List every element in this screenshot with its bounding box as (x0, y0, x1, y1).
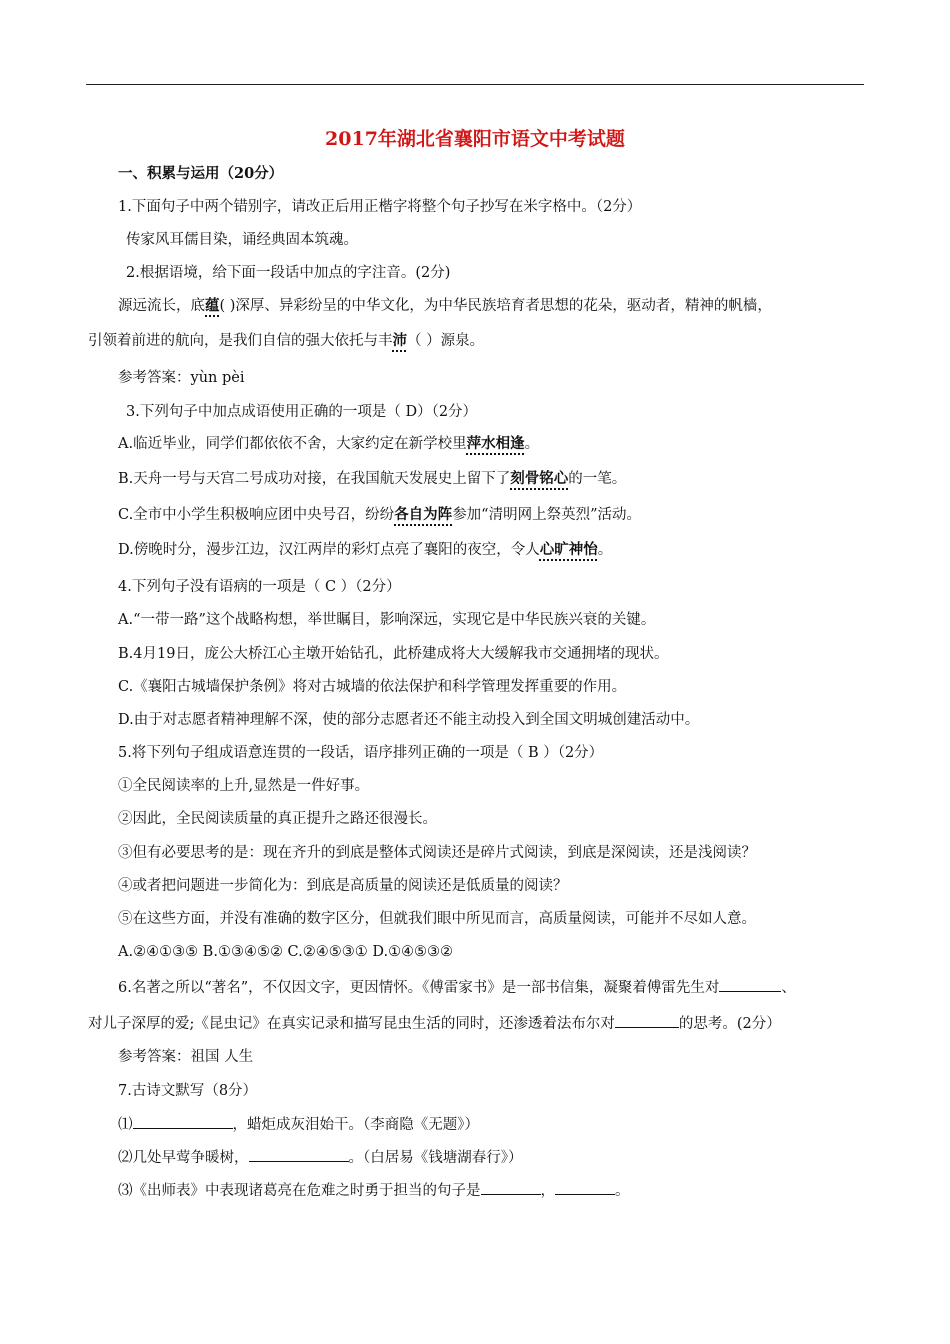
dotted-idiom: 心旷神怡 (539, 541, 598, 558)
option-text: D.傍晚时分，漫步江边，汉江两岸的彩灯点亮了襄阳的夜空，令人 (118, 542, 540, 558)
q6-text: 对儿子深厚的爱;《昆虫记》在真实记录和描写昆虫生活的同时，还渗透着法布尔对 (88, 1016, 615, 1032)
q4-option-c: C.《襄阳古城墙保护条例》将对古城墙的依法保护和科学管理发挥重要的作用。 (118, 679, 627, 695)
q2-dotted-char: 蕴 (205, 297, 220, 314)
q3-option-d (118, 540, 612, 560)
q5-sentence-4: ④或者把问题进一步简化为：到底是高质量的阅读还是低质量的阅读？ (118, 878, 568, 894)
q4-option-b: B.4月19日，庞公大桥江心主墩开始钻孔，此桥建成将大大缓解我市交通拥堵的现状。 (118, 646, 669, 662)
q2-paragraph-line2 (88, 331, 484, 351)
answer-blank[interactable] (615, 1013, 679, 1028)
option-text: A.临近毕业，同学们都依依不舍，大家约定在新学校里 (118, 436, 467, 452)
q7-item-3 (118, 1180, 630, 1201)
q2-text: （ ）源泉。 (407, 333, 485, 349)
answer-blank[interactable] (249, 1147, 349, 1162)
q3-option-a (118, 434, 539, 454)
q7-item-1 (118, 1114, 479, 1135)
q2-stem: 2.根据语境，给下面一段话中加点的字注音。(2分) (126, 265, 451, 281)
q6-text: 6.名著之所以“著名”，不仅因文字，更因情怀。《傅雷家书》是一部书信集，凝聚着傅雷先生对 (118, 980, 720, 996)
option-text: B.天舟一号与天宫二号成功对接，在我国航天发展史上留下了 (118, 471, 511, 487)
q1-sentence: 传家风耳儒目染，诵经典固本筑魂。 (126, 232, 358, 248)
dotted-idiom: 刻骨铭心 (510, 470, 569, 487)
section-heading: 一、积累与运用（20分） (118, 165, 284, 182)
option-text: 。 (597, 542, 613, 558)
q1-stem: 1.下面句子中两个错别字，请改正后用正楷字将整个句子抄写在米字格中。（2分） (118, 199, 642, 215)
q5-sentence-2: ②因此，全民阅读质量的真正提升之路还很漫长。 (118, 811, 437, 827)
q5-stem: 5.将下列句子组成语意连贯的一段话，语序排列正确的一项是（ B ）（2分） (118, 745, 604, 761)
q7-item-2 (118, 1147, 523, 1168)
q5-sentence-5: ⑤在这些方面，并没有准确的数字区分，但就我们眼中所见而言，高质量阅读，可能并不尽如人意。 (118, 911, 756, 927)
q2-text: 引领着前进的航向，是我们自信的强大依托与丰 (88, 333, 393, 349)
item-text: 。（白居易《钱塘湖春行》） (348, 1150, 523, 1166)
page-title: 2017年湖北省襄阳市语文中考试题 (325, 128, 625, 150)
q4-stem: 4.下列句子没有语病的一项是（ C ）（2分） (118, 579, 401, 595)
item-text: ⑶《出师表》中表现诸葛亮在危难之时勇于担当的句子是 (118, 1183, 481, 1199)
q5-sentence-1: ①全民阅读率的上升,显然是一件好事。 (118, 778, 370, 794)
dotted-idiom: 各自为阵 (394, 506, 453, 523)
q2-text: 源远流长，底 (118, 298, 205, 314)
q6-text: 的思考。(2分） (678, 1016, 781, 1032)
answer-blank[interactable] (555, 1180, 615, 1195)
q4-option-d: D.由于对志愿者精神理解不深，使的部分志愿者还不能主动投入到全国文明城创建活动中。 (118, 712, 700, 728)
answer-blank[interactable] (133, 1114, 233, 1129)
item-text: ，蜡炬成灰泪始干。（李商隐《无题》） (232, 1117, 479, 1133)
q5-options: A.②④①③⑤ B.①③④⑤② C.②④⑤③① D.①④⑤③② (118, 944, 454, 960)
q6-line1 (118, 977, 796, 998)
q5-sentence-3: ③但有必要思考的是：现在齐升的到底是整体式阅读还是碎片式阅读，到底是深阅读，还是浅阅读？ (118, 845, 756, 861)
option-text: 参加“清明网上祭英烈”活动。 (452, 507, 642, 523)
answer-blank[interactable] (481, 1180, 541, 1195)
item-text: 。 (615, 1183, 630, 1199)
item-text: ⑵几处早莺争暖树， (118, 1150, 249, 1166)
dotted-idiom: 萍水相逢 (466, 435, 525, 452)
q6-line2 (88, 1013, 781, 1034)
q7-stem: 7.古诗文默写（8分） (118, 1083, 258, 1099)
q3-stem: 3.下列句子中加点成语使用正确的一项是（ D）（2分） (126, 404, 478, 420)
q2-text: ( )深厚、异彩纷呈的中华文化，为中华民族培育者思想的花朵，驱动者，精神的帆樯， (219, 298, 772, 314)
q2-dotted-char: 沛 (392, 332, 407, 349)
option-text: 的一笔。 (568, 471, 627, 487)
q6-answer: 参考答案：祖国 人生 (118, 1049, 254, 1065)
q2-paragraph-line1 (118, 296, 772, 316)
q3-option-b (118, 469, 626, 489)
item-number: ⑴ (118, 1117, 133, 1133)
q3-option-c (118, 505, 641, 525)
q6-text: 、 (781, 980, 796, 996)
q4-option-a: A.“一带一路”这个战略构想，举世瞩目，影响深远，实现它是中华民族兴衰的关键。 (118, 612, 656, 628)
option-text: C.全市中小学生积极响应团中央号召，纷纷 (118, 507, 395, 523)
header-rule (86, 84, 864, 85)
answer-blank[interactable] (719, 977, 781, 992)
option-text: 。 (524, 436, 540, 452)
item-text: ， (540, 1183, 555, 1199)
q2-answer: 参考答案：yùn pèi (118, 370, 245, 386)
